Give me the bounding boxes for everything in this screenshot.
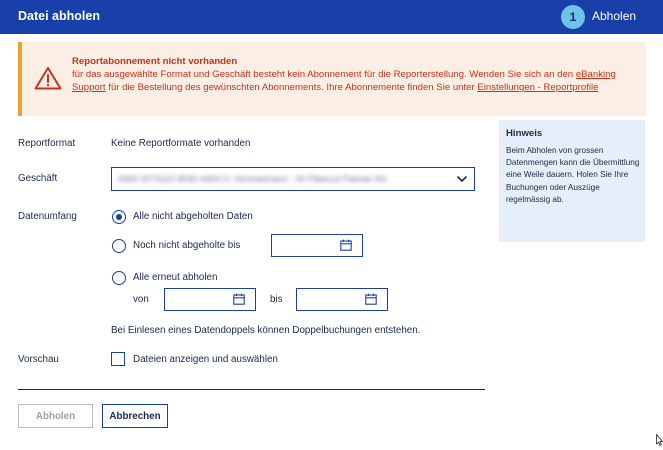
- preview-files-checkbox-label: Dateien anzeigen und auswählen: [133, 354, 278, 365]
- reportformat-value: Keine Reportformate vorhanden: [111, 138, 251, 149]
- radio-refetch-all[interactable]: [112, 271, 126, 285]
- radio-not-fetched-until[interactable]: [112, 239, 126, 253]
- datenumfang-label: Datenumfang: [18, 211, 77, 222]
- geschaeft-label: Geschäft: [18, 173, 58, 184]
- hint-title: Hinweis: [506, 128, 543, 139]
- duplicate-data-note: Bei Einlesen eines Datendoppels können Doppelbuchungen entstehen.: [111, 325, 421, 336]
- step-label: Abholen: [592, 9, 637, 23]
- chevron-down-icon: [456, 173, 468, 185]
- abholen-button[interactable]: Abholen: [18, 404, 93, 428]
- step-number-badge: 1: [561, 5, 585, 29]
- dialog-title: Datei abholen: [18, 9, 100, 23]
- radio-not-fetched-until-label: Noch nicht abgeholte bis: [133, 240, 241, 251]
- von-label: von: [133, 294, 149, 305]
- radio-all-not-fetched[interactable]: [112, 210, 126, 224]
- bis-label: bis: [270, 294, 283, 305]
- radio-refetch-all-label: Alle erneut abholen: [133, 272, 218, 283]
- reportformat-label: Reportformat: [18, 138, 76, 149]
- hint-text: Beim Abholen von grossen Datenmengen kann die Übermittlung eine Weile dauern. Holen Sie Ihre Buchungen oder Auszüge regelmässig ab.: [506, 146, 640, 204]
- to-date-input[interactable]: [296, 288, 388, 311]
- mouse-cursor-icon: [656, 434, 663, 446]
- radio-all-not-fetched-label: Alle nicht abgeholten Daten: [133, 211, 253, 222]
- form-divider: [18, 389, 485, 390]
- alert-title: Reportabonnement nicht vorhanden: [72, 56, 238, 67]
- geschaeft-selected-value: 0494 0074110 8030-4404 H. Himmelmann - 00 Fibercut Partner AG: [118, 174, 388, 184]
- settings-reportprofile-link[interactable]: Einstellungen - Reportprofile: [477, 82, 599, 93]
- dialog-header: [0, 0, 663, 34]
- until-date-input[interactable]: [271, 234, 363, 257]
- warning-icon: [34, 66, 62, 90]
- cancel-button[interactable]: Abbrechen: [102, 404, 168, 428]
- hint-panel: [499, 120, 645, 242]
- geschaeft-select[interactable]: [111, 167, 475, 191]
- ebanking-support-link[interactable]: eBanking Support: [72, 69, 616, 93]
- calendar-icon[interactable]: [365, 293, 377, 305]
- warning-alert: [18, 42, 646, 116]
- calendar-icon[interactable]: [340, 239, 352, 251]
- from-date-input[interactable]: [164, 288, 256, 311]
- alert-message: für das ausgewählte Format und Geschäft besteht kein Abonnement für die Reporterstellung. Wenden Sie sich an den eBanking Support für die Bestellung des gewünschten Abonnements. Ihre Abonnemente finden Sie unter Einstellungen - Reportprofile: [72, 69, 616, 93]
- preview-files-checkbox[interactable]: [111, 352, 125, 366]
- vorschau-label: Vorschau: [18, 354, 59, 365]
- calendar-icon[interactable]: [233, 293, 245, 305]
